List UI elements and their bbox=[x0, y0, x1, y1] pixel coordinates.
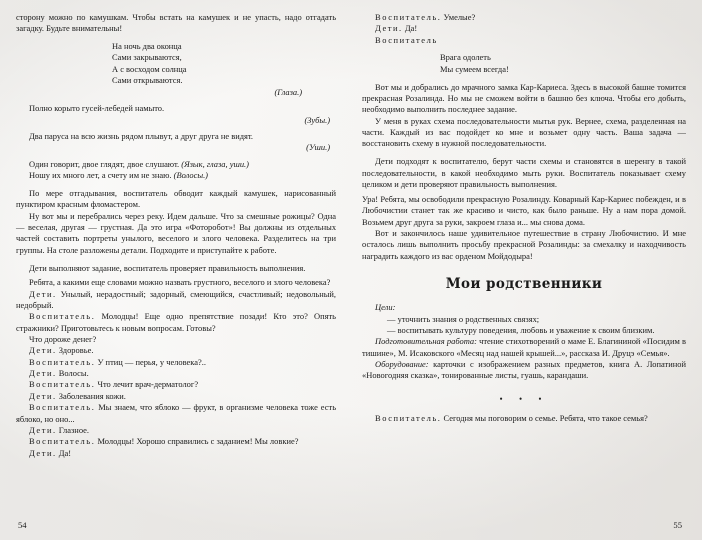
paragraph-scheme: У меня в руках схема последовательности мытья рук. Вернее, схема, разделенная на части. Каждый из вас подойдет ко мне и возьмет одну часть. Ваша задача — восстановить схему в нужной последовательности. bbox=[362, 115, 686, 149]
verse-line: Врага одолеть bbox=[440, 52, 491, 63]
dialogue-line bbox=[16, 368, 336, 379]
dialogue-text: Молодцы! Хорошо справились с заданием! Мы ловкие? bbox=[95, 436, 299, 447]
riddle-two-answer: (Зубы.) bbox=[304, 114, 331, 125]
dialogue-line bbox=[362, 23, 686, 34]
speaker-label: Дети. bbox=[29, 447, 57, 458]
speaker-label: Воспитатель bbox=[375, 34, 438, 45]
paragraph-intro: сторону можно по камушкам. Чтобы встать на камушек и не упасть, надо отгадать загадку. Будьте внимательны! bbox=[16, 12, 337, 34]
dialogue-line bbox=[16, 311, 336, 334]
dialogue-line bbox=[362, 413, 686, 424]
dialogue-line bbox=[16, 425, 336, 436]
riddle-three: Два паруса на всю жизнь рядом плывут, а друг друга не видят. bbox=[29, 131, 254, 142]
dialogue-line bbox=[16, 379, 336, 390]
preparation-work bbox=[362, 336, 686, 359]
speaker-label: Воспитатель. bbox=[29, 436, 96, 447]
stage-direction-one: По мере отгадывания, воспитатель обводит каждый камушек, нарисованный пунктиром красным фломастером. bbox=[16, 187, 337, 210]
riddle-five bbox=[16, 170, 336, 181]
dialogue-text: Мы знаем, что яблоко — фрукт, в организме человека тоже есть яблоко, но оно... bbox=[16, 402, 337, 424]
chapter-title: Мои родственники bbox=[445, 275, 603, 292]
page-number-left: 54 bbox=[18, 520, 27, 530]
dialogue-text: Умелые? bbox=[441, 12, 476, 22]
preparation-text: чтение стихотворений о маме Е. Благининой «Посидим в тишине», М. Исаковского «Месяц над нашей крышей...», рассказа И. Друцэ «Семья». bbox=[362, 336, 686, 358]
equipment bbox=[362, 359, 686, 382]
aims-list-item: — воспитывать культуру поведения, любовь и уважение к своим близким. bbox=[387, 324, 655, 335]
dialogue-line bbox=[16, 391, 336, 402]
right-page-text-column bbox=[362, 12, 686, 512]
riddle-five-answer: (Волосы.) bbox=[173, 170, 208, 181]
speaker-label: Дети. bbox=[29, 345, 57, 356]
dialogue-line bbox=[362, 35, 686, 46]
aims-label: Цели: bbox=[375, 302, 396, 313]
speaker-label: Дети. bbox=[29, 424, 57, 435]
dialogue-line bbox=[16, 448, 336, 459]
riddle-verse bbox=[16, 41, 336, 87]
verse-line: Мы сумеем всегда! bbox=[440, 63, 509, 74]
riddle-three-answer: (Уши.) bbox=[306, 142, 331, 153]
dialogue-text: Заболевания кожи. bbox=[56, 390, 126, 401]
left-page bbox=[16, 12, 348, 540]
right-page bbox=[348, 12, 686, 540]
paragraph-ura: Ура! Ребята, мы освободили прекрасную Розалинду. Коварный Кар-Кариес побежден, и в Любочистии станет так же красиво и чисто, как было раньше. Ну а нам пора домой. Возьмем друг друга за руки, закроем глаза и... мы снова дома. bbox=[362, 193, 686, 227]
dialogue-text: Что лечит врач-дерматолог? bbox=[95, 379, 199, 390]
verse-line: На ночь два оконца bbox=[112, 40, 182, 51]
riddle-two: Полно корыто гусей-лебедей намыто. bbox=[29, 103, 165, 114]
stage-direction: Дети подходят к воспитателю, берут части схемы и становятся в шеренгу в такой последовательности, в какой необходимо мыть руки. Воспитатель показывает схему целиком и дети проверяют правильность выполнения. bbox=[362, 156, 686, 189]
dialogue-line bbox=[16, 436, 336, 447]
speaker-label: Воспитатель. bbox=[29, 356, 96, 367]
dialogue-line bbox=[16, 289, 336, 312]
page-number-right: 55 bbox=[673, 520, 682, 530]
equipment-label: Оборудование: bbox=[375, 358, 429, 369]
paragraph-fotorobot: Ну вот мы и перебрались через реку. Идем дальше. Что за смешные рожицы? Одна — веселая, другая — грустная. Да это игра «Фоторобот»! Вы должны из отдельных частей составить портреты унылого, веселого и злого человека. Разделитесь на три группы. На столе разложены детали. Подходите и приступайте к работе. bbox=[16, 210, 337, 255]
riddle-four bbox=[16, 159, 336, 170]
speaker-label: Дети. bbox=[375, 23, 403, 34]
verse-line: Сами открываются. bbox=[112, 75, 183, 86]
speaker-label: Воспитатель. bbox=[29, 402, 96, 413]
paragraph-words-question: Ребята, а какими еще словами можно назвать грустного, веселого и злого человека? bbox=[29, 277, 331, 288]
speaker-label: Дети. bbox=[29, 368, 57, 379]
dialogue-text: Да! bbox=[56, 447, 72, 458]
dialogue-line bbox=[16, 345, 336, 356]
riddle-four-answer: (Язык, глаза, уши.) bbox=[181, 158, 249, 169]
equipment-text: карточки с изображением разных предметов, книга А. Лопатиной «Новогодняя сказка», тонированные листы, гуашь, карандаши. bbox=[362, 358, 686, 381]
riddle-answer: (Глаза.) bbox=[274, 87, 303, 98]
preparation-label: Подготовительная работа: bbox=[375, 336, 477, 347]
dialogue-text: У птиц — перья, у человека?.. bbox=[95, 356, 206, 367]
speaker-label: Воспитатель. bbox=[29, 379, 96, 390]
paragraph-castle: Вот мы и добрались до мрачного замка Кар-Кариеса. Здесь в высокой башне томится прекрасная Розалинда. Но мы не сможем войти в башню без ключа. Чтобы его добыть, необходимо выполнить последнее задание. bbox=[362, 81, 686, 115]
dialogue-text: Сегодня мы поговорим о семье. Ребята, что такое семья? bbox=[441, 412, 648, 423]
verse-line: Сами закрываются, bbox=[112, 52, 182, 63]
aims-list-item: — уточнить знания о родственных связях; bbox=[387, 313, 540, 324]
dialogue-text: Да! bbox=[402, 23, 418, 34]
dialogue-text: Глазное. bbox=[56, 424, 90, 435]
dialogue-line bbox=[16, 357, 336, 368]
dialogue-text: Молодцы! Еще одно препятствие позади! Кто это? Опять стражники? Приготовьтесь к новым вопросам. Готовы? bbox=[16, 311, 337, 333]
left-page-text-column bbox=[16, 12, 336, 512]
closing-verse bbox=[362, 52, 686, 75]
speaker-label: Воспитатель. bbox=[375, 412, 442, 423]
aims-list bbox=[362, 314, 686, 337]
dialogue-line bbox=[362, 12, 686, 23]
dialogue-text: Унылый, нерадостный; задорный, смеющийся, счастливый; недовольный, недобрый. bbox=[16, 288, 337, 311]
section-separator: • • • bbox=[499, 393, 549, 404]
dialogue-text: Здоровье. bbox=[56, 345, 94, 356]
dialogue-line bbox=[16, 334, 336, 345]
speaker-label: Воспитатель. bbox=[29, 311, 96, 322]
speaker-label: Дети. bbox=[29, 288, 57, 299]
riddle-five-text: Ношу их много лет, а счету им не знаю. bbox=[29, 170, 174, 181]
stage-direction-two: Дети выполняют задание, воспитатель проверяет правильность выполнения. bbox=[29, 262, 306, 273]
dialogue-text: Что дороже денег? bbox=[29, 334, 97, 345]
verse-line: А с восходом солнца bbox=[112, 63, 187, 74]
dialogue-text: Волосы. bbox=[56, 368, 89, 379]
paragraph-end: Вот и закончилось наше удивительное путешествие в страну Любочистию. И мне осталось лишь выполнить просьбу прекрасной Розалинды: за смехалку и находчивость наградить каждого из вас орденом Мойдодыра! bbox=[362, 227, 686, 261]
speaker-label: Воспитатель. bbox=[375, 12, 442, 22]
speaker-label: Дети. bbox=[29, 390, 57, 401]
riddle-four-text: Один говорит, двое глядят, двое слушают. bbox=[29, 158, 182, 169]
dialogue-line bbox=[16, 402, 336, 425]
